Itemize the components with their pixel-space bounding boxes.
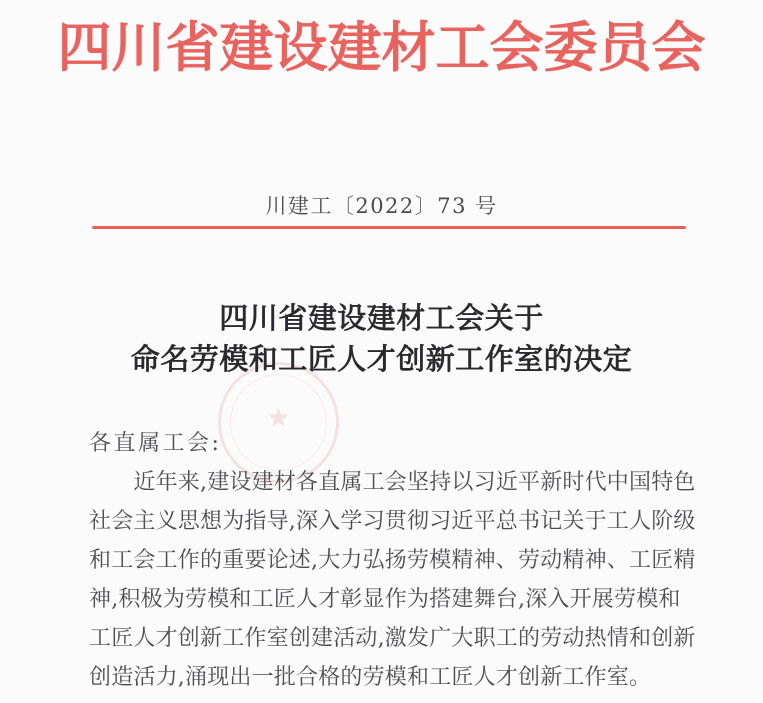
body-paragraph-line: 创造活力,涌现出一批合格的劳模和工匠人才创新工作室。: [89, 665, 652, 690]
salutation: 各直属工会:: [89, 431, 222, 456]
masthead-organization-title: 四川省建设建材工会委员会: [57, 15, 706, 79]
body-paragraph-line: 近年来,建设建材各直属工会坚持以习近平新时代中国特色: [89, 470, 696, 495]
body-paragraph-line: 社会主义思想为指导,深入学习贯彻习近平总书记关于工人阶级: [89, 509, 696, 534]
red-separator-rule: [92, 226, 686, 229]
body-paragraph-line: 工匠人才创新工作室创建活动,激发广大职工的劳动热情和创新: [89, 626, 696, 651]
document-number: 川建工〔2022〕73 号: [265, 194, 498, 218]
body-paragraph-line: 和工会工作的重要论述,大力弘扬劳模精神、劳动精神、工匠精: [89, 548, 696, 573]
body-paragraph-line: 神,积极为劳模和工匠人才彰显作为搭建舞台,深入开展劳模和: [89, 587, 681, 612]
document-body: [89, 424, 696, 697]
document-title-line-2: 命名劳模和工匠人才创新工作室的决定: [130, 342, 633, 376]
document-title-line-1: 四川省建设建材工会关于: [219, 301, 544, 335]
document-title: [0, 298, 763, 380]
